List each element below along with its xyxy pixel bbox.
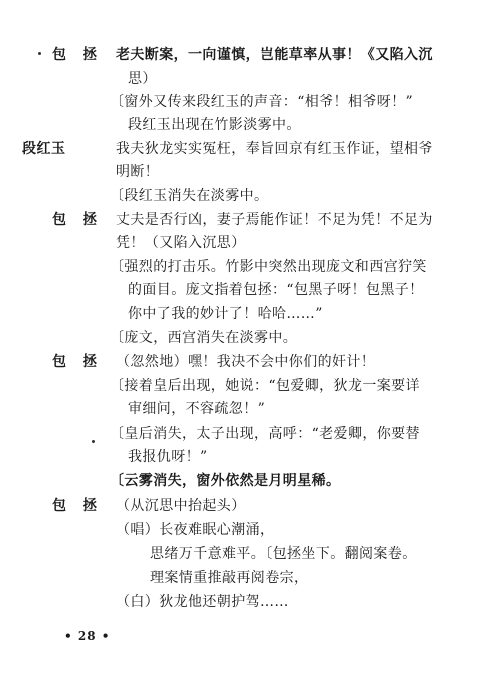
stage-direction: 〔强烈的打击乐。竹影中突然出现庞文和西宫狞笑 xyxy=(110,259,427,275)
dialogue-line: 思） xyxy=(128,71,157,87)
print-speck xyxy=(92,440,95,443)
stage-direction: 审细问，不容疏忽！” xyxy=(128,401,266,417)
dialogue-line: （忽然地）嘿！我决不会中你们的奸计！ xyxy=(116,354,376,370)
speaker-label: 包 拯 xyxy=(52,47,103,63)
dialogue-line: 老夫断案，一向谨慎，岂能草率从事！《又陷入沉 xyxy=(116,47,433,63)
stage-direction: 的面目。庞文指着包拯：“包黑子呀！包黑子！ xyxy=(128,282,424,298)
stage-direction: 〔段红玉消失在淡雾中。 xyxy=(110,188,269,204)
dialogue-line: （从沉思中抬起头） xyxy=(116,498,246,514)
stage-direction: 我报仇呀！” xyxy=(128,449,208,465)
dialogue-line: 我夫狄龙实实冤枉，奉旨回京有红玉作证，望相爷 xyxy=(116,141,433,157)
speaker-label: 包 拯 xyxy=(52,498,103,514)
stage-direction: 段红玉出现在竹影淡雾中。 xyxy=(128,117,301,133)
dialogue-line: （白）狄龙他还朝护驾…… xyxy=(116,594,289,610)
dialogue-line: 丈夫是否行凶，妻子焉能作证！不足为凭！不足为 xyxy=(116,212,433,228)
stage-direction: 〔接着皇后出现，她说：“包爱卿，狄龙一案要详 xyxy=(110,378,420,394)
song-line: 理案情重推敲再阅卷宗， xyxy=(150,570,309,586)
speaker-label: 包 拯 xyxy=(52,212,103,228)
speaker-label: 包 拯 xyxy=(52,354,103,370)
stage-direction: 〔云雾消失，窗外依然是月明星稀。 xyxy=(110,473,341,489)
stage-direction: 〔庞文，西宫消失在淡雾中。 xyxy=(110,330,298,346)
dialogue-line: 明断！ xyxy=(116,164,160,180)
page-number: • 28 • xyxy=(64,629,111,643)
print-speck xyxy=(38,52,41,55)
song-line: 思绪万千意难平。〔包拯坐下。翻阅案卷。 xyxy=(150,546,417,562)
speaker-label: 段红玉 xyxy=(22,141,66,157)
dialogue-line: 凭！（又陷入沉思） xyxy=(116,235,246,251)
song-line: （唱）长夜难眠心潮涌， xyxy=(116,522,275,538)
stage-direction: 你中了我的妙计了！哈哈……” xyxy=(128,306,323,322)
stage-direction: 〔皇后消失，太子出现，高呼：“老爱卿，你要替 xyxy=(110,426,420,442)
stage-direction: 〔窗外又传来段红玉的声音：“相爷！相爷呀！” xyxy=(110,94,414,110)
